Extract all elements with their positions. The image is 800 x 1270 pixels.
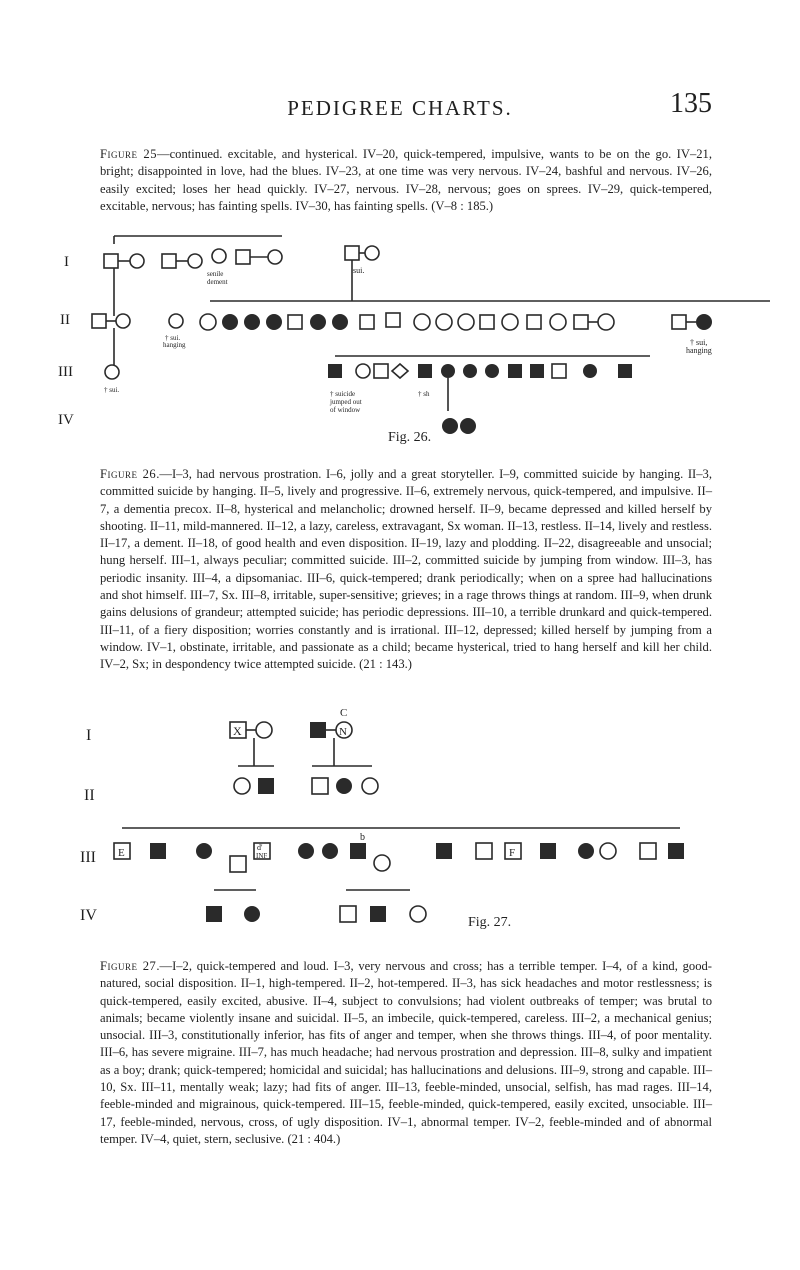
page-header bbox=[0, 88, 800, 128]
pedigree-figure-26 bbox=[0, 216, 800, 471]
note-sui-hanging-ii3: † sui. bbox=[165, 334, 181, 342]
pedigree-figure-27 bbox=[0, 698, 800, 938]
note-hanging-ii3: hanging bbox=[163, 341, 186, 349]
note-of-window: of window bbox=[330, 406, 361, 414]
generation-1-symbols bbox=[104, 236, 379, 286]
generation-label-1: I bbox=[86, 727, 92, 744]
generation-2-symbols bbox=[92, 260, 770, 355]
note-nf-bottom: INF bbox=[256, 852, 268, 860]
figure-27-lead: Figure 27 bbox=[100, 959, 157, 973]
generation-3-symbols bbox=[104, 328, 650, 414]
note-dement: dement bbox=[207, 278, 228, 286]
generation-2-symbols bbox=[234, 738, 378, 794]
note-suicide-jumped: † suicide bbox=[330, 390, 356, 398]
generation-label-3: III bbox=[58, 364, 73, 380]
figure-26-text: .—I–3, had nervous prostration. I–6, jolly and a great storyteller. I–9, committed suicide by hanging. II–3, committed suicide by hanging. II–5, lively and progressive. II–6, extremely nervous, quick-tempered, and impulsive. II–7, a dementia precox. II–8, hysterical and melancholic; drowned herself. II–9, became depressed and killed herself by shooting. II–11, mild-mannered. II–12, a lazy, careless, extravagant, Sx woman. II–13, restless. II–14, lively and restless. II–17, a dement. II–18, of good health and even disposition. II–19, lazy and plodding. II–22, disagreeable and unsocial; hung herself. III–1, always peculiar; committed suicide. III–2, committed suicide by jumping from window. III–3, has periodic insanity. III–4, a dipsomaniac. III–6, quick-tempered; drank periodically; when on a spree had hallucinations and shot himself. III–7, Sx. III–8, irritable, super-sensitive; grieves; in a rage throws things at random. III–9, when drunk gains delusions of grandeur; attempted suicide; has periodic depressions. III–10, a terrible drunkard and quick-tempered. III–11, of a fiery disposition; worries constantly and is irrational. III–12, depressed; killed herself by jumping from a window. IV–1, obstinate, irritable, and passionate as a child; became hysterical, tried to hang herself and kill her child. IV–2, Sx; in despondency twice attempted suicide. (21 : 143.) bbox=[100, 467, 712, 672]
generation-3-symbols bbox=[114, 828, 684, 872]
generation-label-1: I bbox=[64, 254, 69, 270]
note-sui-i: sui. bbox=[353, 266, 365, 275]
figure-25-lead: Figure 25 bbox=[100, 147, 157, 161]
note-sui-hanging-ii22: † sui, bbox=[690, 338, 708, 347]
note-senile: senile bbox=[207, 270, 224, 278]
running-head: PEDIGREE CHARTS. bbox=[287, 96, 513, 120]
generation-label-3: III bbox=[80, 849, 96, 866]
mark-x: X bbox=[233, 724, 242, 738]
mark-e: E bbox=[118, 847, 125, 859]
note-shot: † sh bbox=[418, 390, 430, 398]
mark-n: N bbox=[339, 726, 347, 738]
generation-4-symbols bbox=[206, 890, 426, 922]
mark-f: F bbox=[509, 847, 516, 859]
note-jumped-out: jumped out bbox=[330, 398, 362, 406]
generation-4-symbols bbox=[442, 378, 476, 434]
note-hanging-ii22: hanging bbox=[686, 346, 712, 355]
figure-25-text: —continued. excitable, and hysterical. IV–20, quick-tempered, impulsive, wants to be on the go. IV–21, bright; disappointed in love, had the blues. IV–23, at one time was very nervous. IV–24, bashful and nervous. IV–26, easily excited; loses her head quickly. IV–27, nervous. IV–28, nervous; goes on sprees. IV–29, quick-tempered, excitable, nervous; has fainting spells. IV–30, has fainting spells. (V–8 : 185.) bbox=[100, 147, 712, 213]
paragraph-figure-26 bbox=[100, 466, 712, 674]
mark-c: C bbox=[340, 707, 348, 719]
generation-label-4: IV bbox=[80, 907, 97, 924]
page-number: 135 bbox=[670, 88, 712, 119]
figure-27-caption: Fig. 27. bbox=[468, 915, 512, 930]
figure-26-caption: Fig. 26. bbox=[388, 430, 432, 445]
figure-26-lead: Figure 26 bbox=[100, 467, 157, 481]
note-nf-top: d' bbox=[257, 843, 263, 852]
generation-1-symbols bbox=[230, 707, 352, 738]
generation-label-2: II bbox=[84, 787, 95, 804]
paragraph-figure-27 bbox=[100, 958, 712, 1148]
generation-label-4: IV bbox=[58, 412, 74, 428]
mark-b: b bbox=[360, 832, 365, 843]
figure-27-text: .—I–2, quick-tempered and loud. I–3, very nervous and cross; has a terrible temper. I–4, of a kind, good-natured, social disposition. II–1, high-tempered. II–2, hot-tempered. II–3, has sick headaches and motor restlessness; is quick-tempered, easily excited, abusive. II–4, subject to convulsions; had violent outbreaks of temper; was brutal to animals; became violently insane and suicidal. II–5, an imbecile, quick-tempered, careless. III–2, a mechanical genius; unsocial. III–3, constitutionally inferior, has fits of anger and temper, when she throws things. III–4, of poor mentality. III–6, has severe migraine. III–7, has much headache; had nervous prostration and depression. III–8, sulky and impatient as a boy; drank; quick-tempered; homicidal and suicidal; has hallucinations and delusions. III–9, strong and capable. III–10, Sx. III–11, mentally weak; lazy; had fits of anger. III–13, feeble-minded, unsocial, selfish, has mad rages. III–14, feeble-minded and migrainous, quick-tempered. III–15, feeble-minded, quick-tempered, easily excited, unsociable. III–17, feeble-minded, nervous, cross, of ugly disposition. IV–1, abnormal temper. IV–2, feeble-minded and of abnormal temper. IV–4, quiet, stern, seclusive. (21 : 404.) bbox=[100, 959, 712, 1146]
note-sui-iii1: † sui. bbox=[104, 386, 120, 394]
paragraph-figure-25 bbox=[100, 146, 712, 215]
generation-label-2: II bbox=[60, 312, 70, 328]
